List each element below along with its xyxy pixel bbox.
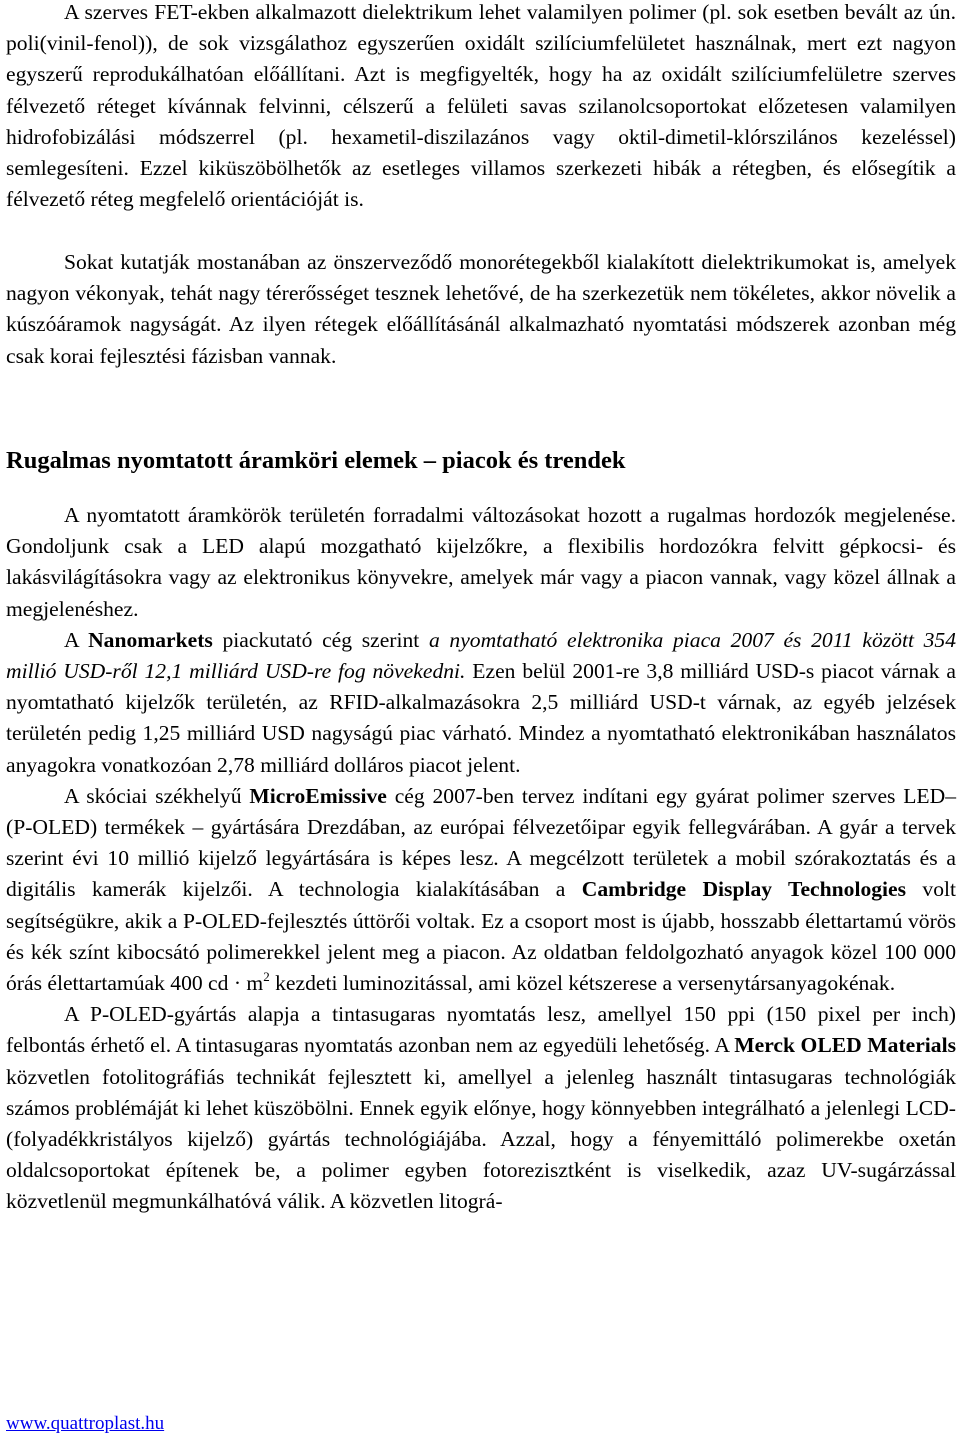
paragraph-flexible-substrates bbox=[6, 500, 956, 625]
text-run: közvetlen fotolitográfiás technikát fejlesztett ki, amellyel a jelenleg használt tintasugaras technológiák számos problémáját ki lehet küszöbölni. Ennek egyik előnye, hogy könnyebben integrálható a jelenlegi LCD- (folyadékkristályos kijelző) gyártás technológiájába. Azzal, hogy a fényemittáló polimerekbe oxetán oldalcsoportokat építenek be, a polimer egyben fotorezisztként is viselkedik, azaz UV-sugárzással közvetlenül megmunkálhatóvá válik. A közvetlen litográ- bbox=[6, 1064, 956, 1214]
text-run: A skóciai székhelyű bbox=[64, 783, 250, 808]
company-name: Cambridge Display Technologies bbox=[581, 877, 907, 902]
paragraph-text: Sokat kutatják mostanában az önszerveződő monorétegekből kialakított dielektrikumokat is, amelyek nagyon vékonyak, tehát nagy térerősséget tesznek lehetővé, de ha szerkezetük nem tökéletes, akkor növelik a kúszóáramok nagyságát. Az ilyen rétegek előállításánál alkalmazható nyomtatási módszerek azonban még csak korai fejlesztési fázisban vannak. bbox=[6, 250, 956, 368]
text-run: piackutató cég szerint bbox=[212, 627, 429, 652]
company-name: MicroEmissive bbox=[249, 783, 387, 808]
text-run: A bbox=[64, 627, 89, 652]
section-body bbox=[6, 500, 956, 1218]
footer-link[interactable]: www.quattroplast.hu bbox=[6, 1413, 165, 1434]
text-run: A P-OLED-gyártás alapja a tintasugaras nyomtatás lesz, amellyel 150 ppi (150 pixel per inch) felbontás érhető el. A tintasugaras nyomtatás azonban nem az egyedüli lehetőség. A bbox=[6, 1002, 956, 1058]
text-run: kezdeti luminozitással, ami közel kétszerese a versenytársanyagokénak. bbox=[269, 971, 896, 996]
company-name: Merck OLED Materials bbox=[734, 1033, 956, 1058]
paragraph-text: A nyomtatott áramkörök területén forradalmi változásokat hozott a rugalmas hordozók megjelenése. Gondoljunk csak a LED alapú mozgatható kijelzőkre, a flexibilis hordozókra felvitt gépkocsi- és lakásvilágításokra vagy az elektronikus könyvekre, amelyek már vagy a piacon vannak, vagy közel állnak a megjelenéshez. bbox=[6, 503, 956, 621]
text-run: Ezen belül 2001-re 3,8 milliárd USD-s piacot várnak a nyomtatható kijelzők területén, az RFID-alkalmazásokra 2,5 milliárd USD-t várnak, az egyéb jelzések területén pedig 1,25 milliárd USD nagyságú piac várható. Mindez a nyomtatható elektronikában használatos anyagokra vonatkozóan 2,78 milliárd dolláros piacot jelent. bbox=[6, 659, 956, 777]
paragraph-nanomarkets bbox=[6, 625, 956, 781]
company-name: Nanomarkets bbox=[88, 627, 213, 652]
text-run: volt segítségükre, akik a P-OLED-fejlesztés úttörői voltak. Ez a csoport most is újabb, hosszabb élettartamú vörös és kék színt kibocsátó polimerekkel jelent meg a piacon. Az oldatban feldolgozható anyagok közel 100 000 órás élettartamúak 400 cd · m bbox=[6, 877, 956, 996]
paragraph-dielectric bbox=[6, 0, 956, 215]
text-run: cég 2007-ben tervez indítani egy gyárat polimer szerves LED– (P-OLED) termékek – gyártására Drezdában, az európai félvezetőipar egyik fellegvárában. A gyár a tervek szerint évi 10 millió kijelző legyártására is képes lesz. A megcélzott területek a mobil szórakoztatás és a digitális kamerák kijelzői. A technologia kialakításában a bbox=[6, 783, 957, 902]
paragraph-microemissive bbox=[6, 781, 956, 999]
section-heading: Rugalmas nyomtatott áramköri elemek – piacok és trendek bbox=[6, 447, 626, 474]
paragraph-self-assembled bbox=[6, 247, 956, 372]
paragraph-text: A szerves FET-ekben alkalmazott dielektrikum lehet valamilyen polimer (pl. sok esetben bevált az ún. poli(vinil-fenol)), de sok vizsgálathoz egyszerűen oxidált szilíciumfelületet használnak, mert ezt nagyon egyszerű reprodukálhatóan előállítani. Azt is megfigyelték, hogy ha az oxidált szilíciumfelületre szerves félvezető réteget kívánnak felvinni, célszerű a felületi savas szilanolcsoportokat előzetesen valamilyen hidrofobizálási módszerrel (pl. hexametil-diszilazános vagy oktil-dimetil-klórszilános kezeléssel) semlegesíteni. Ezzel kiküszöbölhetők az esetleges villamos szerkezeti hibák a rétegben, és elősegítik a félvezető réteg megfelelő orientációját is. bbox=[6, 0, 956, 212]
paragraph-poled-printing bbox=[6, 999, 956, 1217]
italic-quote: a nyomtatható elektronika piaca 2007 és 2011 között 354 millió USD-ről 12,1 milliárd USD-re fog növekedni. bbox=[6, 627, 956, 684]
superscript: 2 bbox=[263, 969, 270, 985]
